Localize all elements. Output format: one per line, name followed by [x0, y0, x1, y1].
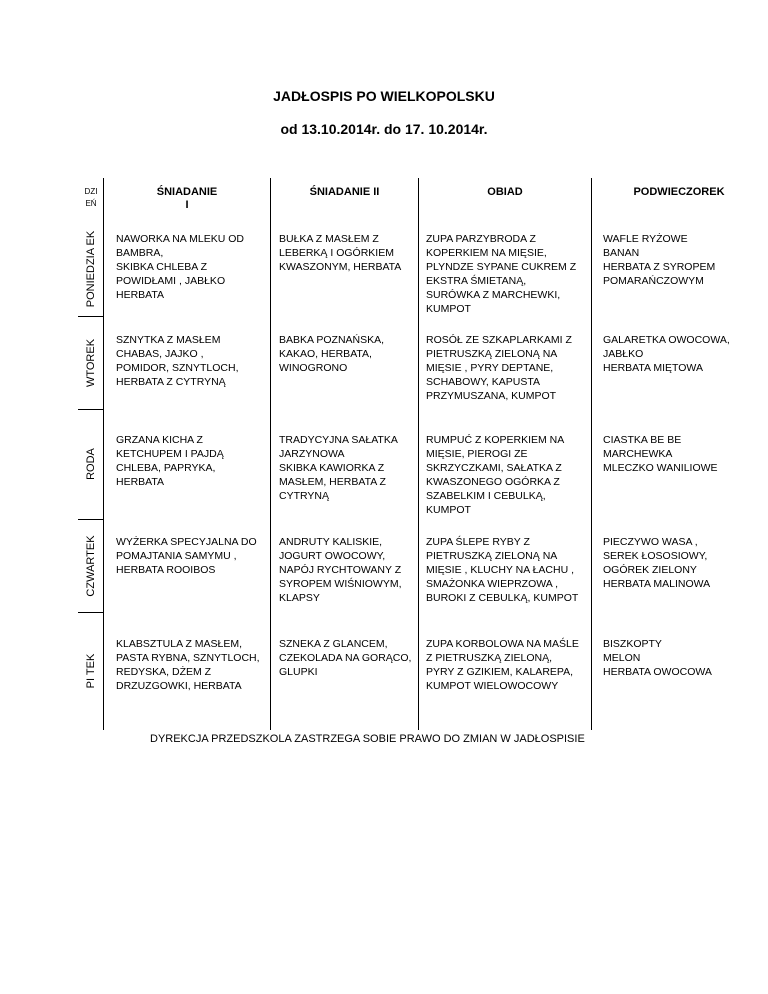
day-label-friday: PI TEK — [85, 653, 97, 689]
menu-cell-monday-lunch: ZUPA PARZYBRODA Z KOPERKIEM NA MIĘSIE, PLYNDZE SYPANE CUKREM Z EKSTRA ŚMIETANĄ, SURÓWKA Z MARCHEWKI, KUMPOT — [426, 233, 577, 315]
menu-cell-tuesday-snack: GALARETKA OWOCOWA, JABŁKO HERBATA MIĘTOWA — [603, 334, 730, 374]
column-header-breakfast-1: ŚNIADANIE I — [156, 186, 218, 211]
menu-cell-wednesday-breakfast-1: GRZANA KICHA Z KETCHUPEM I PAJDĄ CHLEBA, PAPRYKA, HERBATA — [116, 434, 224, 488]
menu-cell-wednesday-breakfast-2: TRADYCYJNA SAŁATKA JARZYNOWA SKIBKA KAWIORKA Z MASŁEM, HERBATA Z CYTRYNĄ — [279, 434, 398, 502]
menu-cell-tuesday-breakfast-2: BABKA POZNAŃSKA, KAKAO, HERBATA, WINOGRONO — [279, 334, 385, 374]
menu-cell-thursday-lunch: ZUPA ŚLEPE RYBY Z PIETRUSZKĄ ZIELONĄ NA MIĘSIE , KLUCHY NA ŁACHU , SMAŻONKA WIEPRZOWA , BUROKI Z CEBULKĄ, KUMPOT — [426, 536, 579, 604]
column-divider — [418, 178, 419, 730]
menu-cell-monday-snack: WAFLE RYŻOWE BANAN HERBATA Z SYROPEM POMARAŃCZOWYM — [603, 233, 716, 287]
date-range: od 13.10.2014r. do 17. 10.2014r. — [280, 121, 488, 137]
page-title: JADŁOSPIS PO WIELKOPOLSKU — [273, 88, 495, 104]
day-column-header: DZI EŃ — [84, 187, 98, 208]
menu-cell-wednesday-snack: CIASTKA BE BE MARCHEWKA MLECZKO WANILIOWE — [603, 434, 718, 474]
menu-cell-friday-breakfast-1: KLABSZTULA Z MASŁEM, PASTA RYBNA, SZNYTLOCH, REDYSKA, DŻEM Z DRZUZGOWKI, HERBATA — [116, 638, 260, 692]
column-header-lunch: OBIAD — [487, 186, 523, 198]
day-label-wednesday: RODA — [85, 448, 97, 480]
menu-cell-tuesday-lunch: ROSÓŁ ZE SZKAPLARKAMI Z PIETRUSZKĄ ZIELONĄ NA MIĘSIE , PYRY DEPTANE, SCHABOWY, KAPUSTA PRZYMUSZANA, KUMPOT — [426, 334, 572, 402]
column-header-snack: PODWIECZOREK — [633, 186, 725, 198]
column-divider — [103, 178, 104, 730]
menu-cell-monday-breakfast-2: BUŁKA Z MASŁEM Z LEBERKĄ I OGÓRKIEM KWASZONYM, HERBATA — [279, 233, 402, 273]
menu-cell-monday-breakfast-1: NAWORKA NA MLEKU OD BAMBRA, SKIBKA CHLEBA Z POWIDŁAMI , JABŁKO HERBATA — [116, 233, 244, 301]
menu-cell-thursday-breakfast-1: WYŻERKA SPECYJALNA DO POMAJTANIA SAMYMU , HERBATA ROOIBOS — [116, 536, 257, 576]
day-label-thursday: CZWARTEK — [85, 534, 97, 597]
day-label-tuesday: WTOREK — [85, 338, 97, 387]
menu-cell-thursday-snack: PIECZYWO WASA , SEREK ŁOSOSIOWY, OGÓREK ZIELONY HERBATA MALINOWA — [603, 536, 711, 590]
menu-cell-friday-breakfast-2: SZNEKA Z GLANCEM, CZEKOLADA NA GORĄCO, GLUPKI — [279, 638, 412, 678]
menu-cell-thursday-breakfast-2: ANDRUTY KALISKIE, JOGURT OWOCOWY, NAPÓJ RYCHTOWANY Z SYROPEM WIŚNIOWYM, KLAPSY — [279, 536, 402, 604]
footer-note: DYREKCJA PRZEDSZKOLA ZASTRZEGA SOBIE PRAWO DO ZMIAN W JADŁOSPISIE — [150, 733, 585, 745]
column-divider — [270, 178, 271, 730]
column-divider — [591, 178, 592, 730]
column-header-breakfast-2: ŚNIADANIE II — [309, 186, 380, 198]
menu-cell-wednesday-lunch: RUMPUĆ Z KOPERKIEM NA MIĘSIE, PIEROGI ZE SKRZYCZKAMI, SAŁATKA Z KWASZONEGO OGÓRKA Z SZABELKIM I CEBULKĄ, KUMPOT — [426, 434, 565, 516]
menu-cell-tuesday-breakfast-1: SZNYTKA Z MASŁEM CHABAS, JAJKO , POMIDOR, SZNYTLOCH, HERBATA Z CYTRYNĄ — [116, 334, 239, 388]
menu-cell-friday-snack: BISZKOPTY MELON HERBATA OWOCOWA — [603, 638, 712, 678]
menu-cell-friday-lunch: ZUPA KORBOLOWA NA MAŚLE Z PIETRUSZKĄ ZIELONĄ, PYRY Z GZIKIEM, KALAREPA, KUMPOT WIELOWOCOWY — [426, 638, 579, 692]
day-label-monday: PONIEDZIA EK — [85, 230, 97, 308]
